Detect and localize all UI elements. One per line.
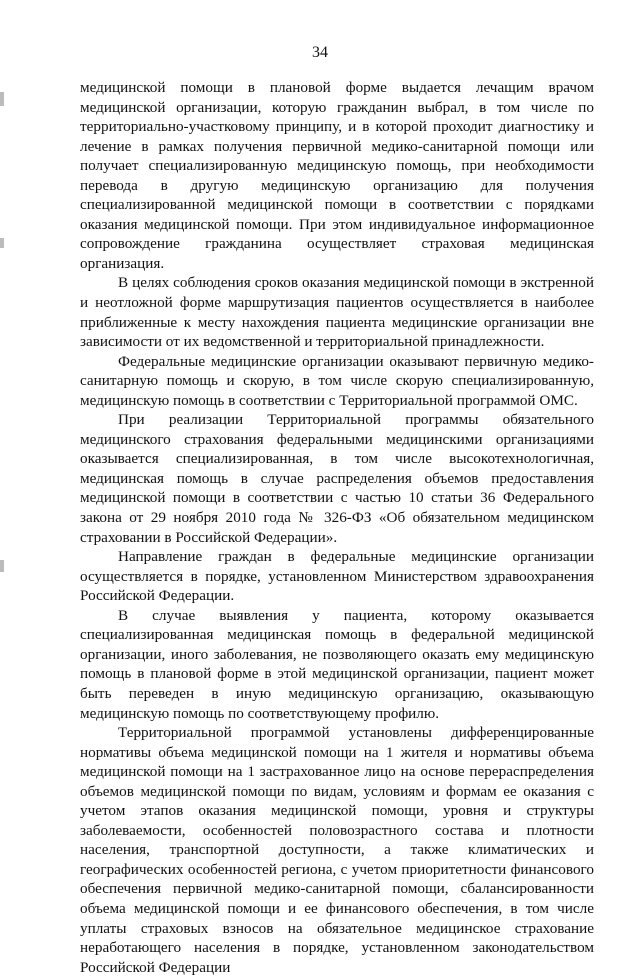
scan-edge-mark [0, 92, 4, 106]
paragraph-standards: Территориальной программой установлены дифференцированные нормативы объема медицинской помощи на 1 жителя и нормативы объема медицинской помощи на 1 застрахованное лицо на основе перераспределения объемов медицинской помощи по видам, условиям и формам ее оказания с учетом этапов оказания медицинской помощи, уровня и структуры заболеваемости, особенностей половозрастного состава и плотности населения, транспортной доступности, а также климатических и географических особенностей региона, с учетом приоритетности финансового обеспечения первичной медико-санитарной помощи, сбалансированности объема медицинской помощи и ее финансового обеспечения, в том числе уплаты страховых взносов на обязательное медицинское страхование неработающего населения в порядке, установленном законодательством Российской Федерации [80, 724, 594, 976]
page-number: 34 [312, 44, 328, 61]
document-body [80, 78, 594, 977]
paragraph-routing: В целях соблюдения сроков оказания медицинской помощи в экстренной и неотложной форме маршрутизация пациентов осуществляется в наиболее приближенные к месту нахождения пациента медицинские организации вне зависимости от их ведомственной и территориальной принадлежности. [80, 274, 594, 351]
paragraph-transfer: В случае выявления у пациента, которому оказывается специализированная медицинская помощь в федеральной медицинской организации, иного заболевания, не позволяющего оказать ему медицинскую помощь в плановой форме в этой медицинской организации, пациент может быть переведен в иную медицинскую организацию, оказывающую медицинскую помощь по соответствующему профилю. [80, 606, 594, 722]
paragraph-federal-organizations: Федеральные медицинские организации оказывают первичную медико-санитарную помощь и скорую, в том числе скорую специализированную, медицинскую помощь в соответствии с Территориальной программой ОМС. [80, 352, 594, 409]
scan-edge-mark [0, 238, 4, 248]
paragraph-oms-program: При реализации Территориальной программы обязательного медицинского страхования федеральными медицинскими организациями оказывается специализированная, в том числе высокотехнологичная, медицинская помощь в случае распределения объемов предоставления медицинской помощи в соответствии с частью 10 статьи 36 Федерального закона от 29 ноября 2010 года № 326-ФЗ «Об обязательном медицинском страховании в Российской Федерации». [80, 411, 594, 546]
scan-edge-mark [0, 560, 4, 572]
paragraph-referral: Направление граждан в федеральные медицинские организации осуществляется в порядке, установленном Министерством здравоохранения Российской Федерации. [80, 548, 594, 605]
paragraph-continuation: медицинской помощи в плановой форме выдается лечащим врачом медицинской организации, которую гражданин выбрал, в том числе по территориально-участковому принципу, и в которой проходит диагностику и лечение в рамках получения первичной медико-санитарной помощи или получает специализированную медицинскую помощь, при необходимости перевода в другую медицинскую организацию для получения специализированной медицинской помощи в соответствии с порядками оказания медицинской помощи. При этом индивидуальное информационное сопровождение гражданина осуществляет страховая медицинская организация. [80, 79, 594, 272]
